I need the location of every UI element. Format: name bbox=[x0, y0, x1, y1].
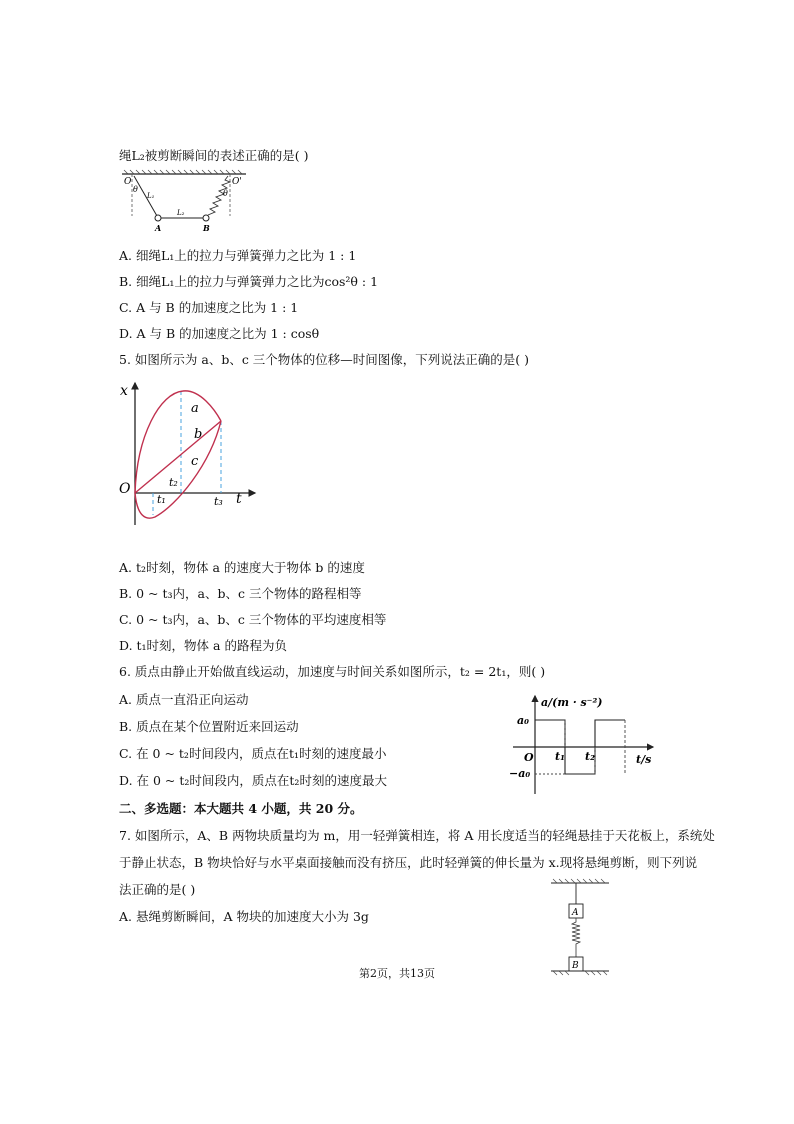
q4-option-b: B. 细绳L₁上的拉力与弹簧弹力之比为cos²θ : 1 bbox=[119, 274, 379, 289]
q5-fig-x: x bbox=[120, 383, 128, 399]
q6-fig-xlabel: t/s bbox=[636, 753, 652, 766]
q7-figure bbox=[545, 878, 615, 978]
q5-fig-t: t bbox=[236, 491, 242, 507]
q6-option-c: C. 在 0 ~ t₂时间段内，质点在t₁时刻的速度最小 bbox=[119, 746, 387, 761]
q5-fig-t2: t₂ bbox=[169, 476, 178, 489]
q5-option-d: D. t₁时刻，物体 a 的路程为负 bbox=[119, 638, 287, 653]
q7-line2: 于静止状态，B 物块恰好与水平桌面接触而没有挤压，此时轻弹簧的伸长量为 x.现将悬绳剪断，则下列说 bbox=[119, 855, 698, 870]
section2-heading: 二、多选题：本大题共 4 小题，共 20 分。 bbox=[119, 801, 363, 816]
q5-figure bbox=[115, 375, 265, 525]
q6-stem: 6. 质点由静止开始做直线运动，加速度与时间关系如图所示，t₂ = 2t₁，则( ) bbox=[119, 664, 546, 679]
q4-fig-B: B bbox=[203, 223, 210, 233]
q4-fig-L2: L₂ bbox=[177, 209, 185, 217]
q4-figure bbox=[120, 168, 250, 248]
q5-fig-b: b bbox=[194, 427, 203, 442]
q7-option-a: A. 悬绳剪断瞬间，A 物块的加速度大小为 3g bbox=[119, 909, 369, 924]
q5-fig-t1: t₁ bbox=[157, 493, 166, 506]
q4-fig-A: A bbox=[155, 223, 162, 233]
q7-line1: 7. 如图所示，A、B 两物块质量均为 m，用一轻弹簧相连，将 A 用长度适当的轻绳悬挂于天花板上，系统处 bbox=[119, 828, 715, 843]
q5-fig-t3: t₃ bbox=[214, 495, 223, 508]
q4-option-c: C. A 与 B 的加速度之比为 1 : 1 bbox=[119, 300, 299, 315]
q6-fig-t1: t₁ bbox=[555, 750, 565, 763]
q4-option-d: D. A 与 B 的加速度之比为 1 : cosθ bbox=[119, 326, 320, 341]
q6-option-a: A. 质点一直沿正向运动 bbox=[119, 692, 249, 707]
q6-option-d: D. 在 0 ~ t₂时间段内，质点在t₂时刻的速度最大 bbox=[119, 773, 387, 788]
q6-figure bbox=[505, 688, 665, 798]
q4-fig-theta-right: θ bbox=[223, 189, 228, 198]
q6-option-b: B. 质点在某个位置附近来回运动 bbox=[119, 719, 299, 734]
q5-fig-a: a bbox=[191, 401, 199, 416]
q4-fig-O-prime: O' bbox=[232, 177, 242, 187]
q7-line3: 法正确的是( ) bbox=[119, 882, 196, 897]
q7-fig-B: B bbox=[572, 961, 579, 971]
q5-option-b: B. 0 ~ t₃内，a、b、c 三个物体的路程相等 bbox=[119, 586, 362, 601]
q6-fig-O: O bbox=[524, 751, 534, 764]
q6-fig-a0: a₀ bbox=[517, 714, 529, 727]
q5-option-a: A. t₂时刻，物体 a 的速度大于物体 b 的速度 bbox=[119, 560, 365, 575]
q7-fig-A: A bbox=[572, 908, 579, 918]
q4-fig-O: O bbox=[124, 177, 132, 187]
q6-fig-t2: t₂ bbox=[585, 750, 595, 763]
q6-fig-ylabel: a/(m · s⁻²) bbox=[541, 696, 603, 709]
q4-fig-theta-left: θ bbox=[133, 185, 138, 194]
q5-fig-c: c bbox=[191, 454, 199, 469]
q6-fig-neg-a0: −a₀ bbox=[509, 767, 531, 780]
q4-option-a: A. 细绳L₁上的拉力与弹簧弹力之比为 1 : 1 bbox=[119, 248, 357, 263]
q4-stem-tail: 绳L₂被剪断瞬间的表述正确的是( ) bbox=[119, 148, 309, 163]
q5-option-c: C. 0 ~ t₃内，a、b、c 三个物体的平均速度相等 bbox=[119, 612, 387, 627]
page-number: 第2页，共13页 bbox=[359, 967, 435, 980]
q4-fig-L1: L₁ bbox=[147, 192, 155, 200]
q5-fig-O: O bbox=[119, 481, 131, 497]
q5-stem: 5. 如图所示为 a、b、c 三个物体的位移—时间图像，下列说法正确的是( ) bbox=[119, 352, 530, 367]
